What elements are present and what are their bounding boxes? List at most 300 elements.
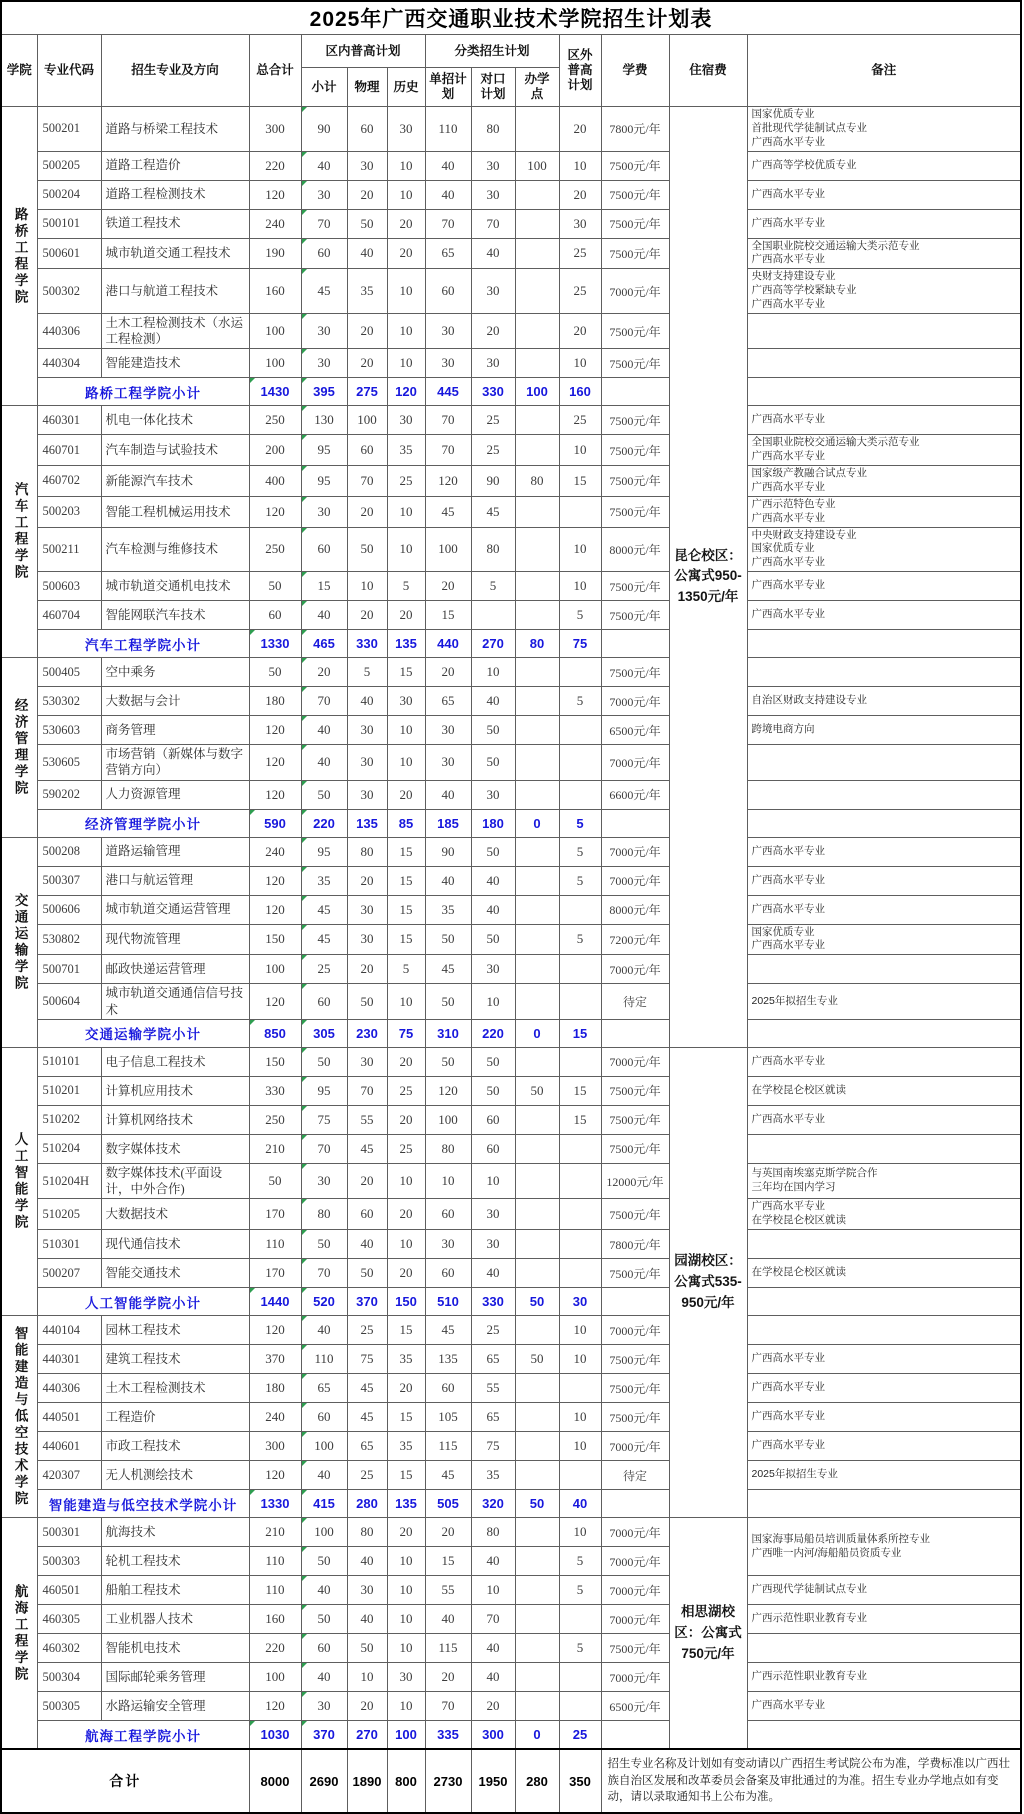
subtotal-history-cell: 120 [387,378,425,406]
tuition-cell: 7000元/年 [601,1316,669,1345]
duikou-plan-cell: 30 [471,955,515,984]
college-name: 航海工程学院 [12,1583,28,1683]
major-name-cell: 城市轨道交通机电技术 [101,572,249,601]
region-subtotal-cell: 60 [301,1634,347,1663]
subtotal-teaching-point-cell: 50 [515,1288,559,1316]
total-cell: 300 [249,1432,301,1461]
total-cell: 170 [249,1199,301,1230]
subtotal-outside-region-cell: 75 [559,630,601,658]
tuition-cell: 7500元/年 [601,1105,669,1134]
total-cell: 120 [249,1316,301,1345]
region-subtotal-cell: 30 [301,313,347,349]
single-recruit-plan-cell: 45 [425,1316,471,1345]
plan-row [1,1076,1021,1105]
duikou-plan-cell: 50 [471,745,515,781]
remark-cell: 广西高水平专业 [747,1432,1021,1461]
subtotal-total-cell: 1440 [249,1288,301,1316]
subtotal-region-subtotal-cell: 415 [301,1490,347,1518]
college-cell [1,406,37,658]
total-cell: 100 [249,955,301,984]
plan-row [1,895,1021,924]
history-cell: 10 [387,1230,425,1259]
outside-region-cell: 15 [559,466,601,497]
plan-row [1,1634,1021,1663]
tuition-cell: 7000元/年 [601,745,669,781]
tuition-cell: 7000元/年 [601,866,669,895]
history-cell: 10 [387,151,425,180]
major-code-cell: 500303 [37,1547,101,1576]
duikou-plan-cell: 40 [471,866,515,895]
physics-cell: 70 [347,466,387,497]
plan-row [1,866,1021,895]
subtotal-total-cell: 1330 [249,630,301,658]
plan-row [1,780,1021,809]
history-cell: 10 [387,180,425,209]
subtotal-outside-region-cell: 40 [559,1490,601,1518]
history-cell: 30 [387,1663,425,1692]
outside-region-cell: 10 [559,1403,601,1432]
section-subtotal-row [1,630,1021,658]
plan-row [1,716,1021,745]
outside-region-cell [559,658,601,687]
plan-row [1,1663,1021,1692]
outside-region-cell [559,955,601,984]
grand-outside-region-cell: 350 [559,1749,601,1813]
outside-region-cell: 15 [559,1105,601,1134]
teaching-point-cell [515,406,559,435]
total-cell: 180 [249,1374,301,1403]
tuition-cell: 7000元/年 [601,955,669,984]
duikou-plan-cell: 40 [471,1259,515,1288]
teaching-point-cell [515,837,559,866]
duikou-plan-cell: 10 [471,1163,515,1199]
major-code-cell: 420307 [37,1461,101,1490]
region-subtotal-cell: 100 [301,1432,347,1461]
single-recruit-plan-cell: 100 [425,1105,471,1134]
tuition-cell: 7000元/年 [601,1576,669,1605]
physics-cell: 50 [347,1634,387,1663]
outside-region-cell: 5 [559,687,601,716]
single-recruit-plan-cell: 70 [425,435,471,466]
tuition-cell: 7500元/年 [601,1345,669,1374]
history-cell: 15 [387,1461,425,1490]
duikou-plan-cell: 90 [471,466,515,497]
physics-cell: 20 [347,1692,387,1721]
subtotal-outside-region-cell: 160 [559,378,601,406]
tuition-cell: 7500元/年 [601,1199,669,1230]
tuition-cell: 7500元/年 [601,1374,669,1403]
outside-region-cell: 30 [559,209,601,238]
plan-row [1,349,1021,378]
remark-cell [747,349,1021,378]
duikou-plan-cell: 50 [471,837,515,866]
single-recruit-plan-cell: 30 [425,313,471,349]
single-recruit-plan-cell: 65 [425,238,471,269]
region-subtotal-cell: 40 [301,601,347,630]
outside-region-cell [559,984,601,1020]
history-cell: 15 [387,866,425,895]
major-name-cell: 轮机工程技术 [101,1547,249,1576]
region-subtotal-cell: 45 [301,269,347,314]
major-name-cell: 城市轨道交通工程技术 [101,238,249,269]
major-code-cell: 590202 [37,780,101,809]
subtotal-teaching-point-cell: 100 [515,378,559,406]
duikou-plan-cell: 25 [471,1316,515,1345]
physics-cell: 30 [347,1576,387,1605]
plan-row [1,151,1021,180]
physics-cell: 75 [347,1345,387,1374]
major-name-cell: 智能交通技术 [101,1259,249,1288]
major-code-cell: 460305 [37,1605,101,1634]
subtotal-teaching-point-cell: 80 [515,630,559,658]
outside-region-cell: 5 [559,601,601,630]
region-subtotal-cell: 60 [301,238,347,269]
plan-row [1,1345,1021,1374]
duikou-plan-cell: 25 [471,406,515,435]
outside-region-cell: 10 [559,349,601,378]
physics-cell: 50 [347,1259,387,1288]
grand-duikou-plan-cell: 1950 [471,1749,515,1813]
tuition-cell: 7000元/年 [601,837,669,866]
major-name-cell: 智能工程机械运用技术 [101,496,249,527]
college-cell [1,1316,37,1518]
major-code-cell: 460704 [37,601,101,630]
major-name-cell: 电子信息工程技术 [101,1047,249,1076]
tuition-cell: 7000元/年 [601,269,669,314]
history-cell: 15 [387,837,425,866]
single-recruit-plan-cell: 15 [425,1547,471,1576]
history-cell: 35 [387,435,425,466]
region-subtotal-cell: 40 [301,1316,347,1345]
subtotal-outside-region-cell: 25 [559,1721,601,1750]
remark-cell [747,1634,1021,1663]
region-subtotal-cell: 110 [301,1345,347,1374]
major-code-cell: 460701 [37,435,101,466]
teaching-point-cell [515,269,559,314]
single-recruit-plan-cell: 30 [425,1230,471,1259]
major-code-cell: 510205 [37,1199,101,1230]
total-cell: 50 [249,658,301,687]
subtotal-duikou-plan-cell: 320 [471,1490,515,1518]
region-subtotal-cell: 40 [301,1663,347,1692]
duikou-plan-cell [471,601,515,630]
region-subtotal-cell: 60 [301,1403,347,1432]
duikou-plan-cell: 45 [471,496,515,527]
physics-cell: 20 [347,1163,387,1199]
plan-row [1,238,1021,269]
region-subtotal-cell: 70 [301,687,347,716]
teaching-point-cell [515,924,559,955]
college-name: 人工智能学院 [12,1131,28,1231]
duikou-plan-cell: 75 [471,1432,515,1461]
subtotal-physics-cell: 330 [347,630,387,658]
tuition-cell: 8000元/年 [601,895,669,924]
history-cell: 10 [387,313,425,349]
college-cell [1,107,37,406]
tuition-cell: 7200元/年 [601,924,669,955]
history-cell: 10 [387,1576,425,1605]
history-cell: 30 [387,687,425,716]
plan-row [1,984,1021,1020]
total-cell: 50 [249,572,301,601]
subtotal-single-recruit-plan-cell: 335 [425,1721,471,1750]
major-name-cell: 智能网联汽车技术 [101,601,249,630]
teaching-point-cell [515,745,559,781]
subtotal-region-subtotal-cell: 370 [301,1721,347,1750]
region-subtotal-cell: 75 [301,1105,347,1134]
duikou-plan-cell: 55 [471,1374,515,1403]
subtotal-tuition-cell [601,1721,669,1750]
physics-cell: 20 [347,601,387,630]
history-cell: 10 [387,269,425,314]
outside-region-cell: 20 [559,180,601,209]
remark-cell: 国家级产教融合试点专业 广西高水平专业 [747,466,1021,497]
total-cell: 100 [249,349,301,378]
single-recruit-plan-cell: 45 [425,1461,471,1490]
single-recruit-plan-cell: 10 [425,1163,471,1199]
college-cell [1,658,37,838]
tuition-cell: 7500元/年 [601,658,669,687]
teaching-point-cell [515,1432,559,1461]
col-header-total: 总合计 [249,35,301,107]
single-recruit-plan-cell: 110 [425,107,471,152]
major-code-cell: 500305 [37,1692,101,1721]
total-cell: 160 [249,1605,301,1634]
teaching-point-cell [515,1518,559,1547]
subtotal-history-cell: 75 [387,1019,425,1047]
major-name-cell: 无人机测绘技术 [101,1461,249,1490]
single-recruit-plan-cell: 50 [425,924,471,955]
col-header-region-plan: 区内普高计划 [301,35,425,68]
physics-cell: 30 [347,745,387,781]
duikou-plan-cell: 80 [471,107,515,152]
major-code-cell: 510101 [37,1047,101,1076]
region-subtotal-cell: 15 [301,572,347,601]
tuition-cell: 7000元/年 [601,1518,669,1547]
major-code-cell: 500301 [37,1518,101,1547]
major-name-cell: 智能建造技术 [101,349,249,378]
tuition-cell: 待定 [601,984,669,1020]
remark-cell: 广西高等学校优质专业 [747,151,1021,180]
subtotal-region-subtotal-cell: 520 [301,1288,347,1316]
teaching-point-cell [515,984,559,1020]
total-cell: 370 [249,1345,301,1374]
physics-cell: 50 [347,984,387,1020]
teaching-point-cell: 100 [515,151,559,180]
physics-cell: 5 [347,658,387,687]
subtotal-duikou-plan-cell: 300 [471,1721,515,1750]
subtotal-single-recruit-plan-cell: 505 [425,1490,471,1518]
college-name: 路桥工程学院 [12,206,28,306]
major-name-cell: 空中乘务 [101,658,249,687]
housing-cell: 昆仑校区：公寓式950-1350元/年 [669,107,747,1048]
plan-row [1,1199,1021,1230]
major-name-cell: 土木工程检测技术（水运工程检测） [101,313,249,349]
tuition-cell: 7500元/年 [601,313,669,349]
duikou-plan-cell: 40 [471,1663,515,1692]
teaching-point-cell [515,1105,559,1134]
table-title-row [1,1,1021,35]
single-recruit-plan-cell: 115 [425,1634,471,1663]
major-name-cell: 国际邮轮乘务管理 [101,1663,249,1692]
subtotal-tuition-cell [601,630,669,658]
tuition-cell: 7500元/年 [601,435,669,466]
remark-cell: 国家优质专业 广西高水平专业 [747,924,1021,955]
subtotal-single-recruit-plan-cell: 445 [425,378,471,406]
teaching-point-cell [515,1605,559,1634]
single-recruit-plan-cell: 60 [425,269,471,314]
physics-cell: 30 [347,151,387,180]
tuition-cell: 6500元/年 [601,1692,669,1721]
physics-cell: 35 [347,269,387,314]
duikou-plan-cell: 20 [471,313,515,349]
outside-region-cell: 5 [559,1547,601,1576]
major-name-cell: 土木工程检测技术 [101,1374,249,1403]
history-cell: 25 [387,1076,425,1105]
grand-physics-cell: 1890 [347,1749,387,1813]
tuition-cell: 7500元/年 [601,1403,669,1432]
remark-cell: 在学校昆仑校区就读 [747,1076,1021,1105]
subtotal-region-subtotal-cell: 220 [301,809,347,837]
remark-cell: 跨境电商方向 [747,716,1021,745]
single-recruit-plan-cell: 40 [425,1605,471,1634]
remark-cell [747,745,1021,781]
tuition-cell: 7000元/年 [601,687,669,716]
col-header-housing: 住宿费 [669,35,747,107]
subtotal-total-cell: 1430 [249,378,301,406]
tuition-cell: 7000元/年 [601,1663,669,1692]
region-subtotal-cell: 40 [301,1461,347,1490]
remark-cell: 在学校昆仑校区就读 [747,1259,1021,1288]
physics-cell: 45 [347,1403,387,1432]
remark-cell: 国家优质专业 首批现代学徒制试点专业 广西高水平专业 [747,107,1021,152]
subtotal-physics-cell: 275 [347,378,387,406]
major-code-cell: 500204 [37,180,101,209]
subtotal-outside-region-cell: 30 [559,1288,601,1316]
total-cell: 190 [249,238,301,269]
major-code-cell: 500601 [37,238,101,269]
plan-row [1,837,1021,866]
major-name-cell: 邮政快递运营管理 [101,955,249,984]
remark-cell: 2025年拟招生专业 [747,1461,1021,1490]
plan-row [1,687,1021,716]
total-cell: 240 [249,837,301,866]
plan-row [1,1461,1021,1490]
physics-cell: 20 [347,955,387,984]
history-cell: 10 [387,745,425,781]
tuition-cell: 7500元/年 [601,180,669,209]
history-cell: 25 [387,1134,425,1163]
remark-cell [747,1316,1021,1345]
major-name-cell: 大数据与会计 [101,687,249,716]
plan-row [1,1692,1021,1721]
housing-cell: 园湖校区：公寓式535-950元/年 [669,1047,747,1517]
subtotal-outside-region-cell: 5 [559,809,601,837]
major-name-cell: 建筑工程技术 [101,1345,249,1374]
single-recruit-plan-cell: 20 [425,1663,471,1692]
single-recruit-plan-cell: 35 [425,895,471,924]
major-code-cell: 440304 [37,349,101,378]
outside-region-cell: 10 [559,151,601,180]
remark-cell: 广西高水平专业 [747,1374,1021,1403]
physics-cell: 20 [347,349,387,378]
subtotal-physics-cell: 370 [347,1288,387,1316]
major-name-cell: 数字媒体技术 [101,1134,249,1163]
duikou-plan-cell: 20 [471,1692,515,1721]
duikou-plan-cell: 65 [471,1403,515,1432]
single-recruit-plan-cell: 105 [425,1403,471,1432]
subtotal-duikou-plan-cell: 330 [471,378,515,406]
major-name-cell: 水路运输安全管理 [101,1692,249,1721]
major-name-cell: 铁道工程技术 [101,209,249,238]
teaching-point-cell [515,955,559,984]
remark-cell: 与英国南埃塞克斯学院合作 三年均在国内学习 [747,1163,1021,1199]
subtotal-history-cell: 135 [387,630,425,658]
subtotal-remark-cell [747,1288,1021,1316]
tuition-cell: 7500元/年 [601,1076,669,1105]
major-name-cell: 现代通信技术 [101,1230,249,1259]
teaching-point-cell [515,1259,559,1288]
major-code-cell: 440601 [37,1432,101,1461]
plan-row [1,745,1021,781]
history-cell: 5 [387,955,425,984]
plan-row [1,955,1021,984]
major-code-cell: 500208 [37,837,101,866]
history-cell: 10 [387,984,425,1020]
teaching-point-cell [515,435,559,466]
plan-row [1,1605,1021,1634]
remark-cell [747,1230,1021,1259]
history-cell: 5 [387,572,425,601]
major-name-cell: 城市轨道交通运营管理 [101,895,249,924]
col-header-teaching-point: 办学点 [515,68,559,107]
total-cell: 50 [249,1163,301,1199]
plan-row [1,924,1021,955]
physics-cell: 25 [347,1461,387,1490]
subtotal-total-cell: 850 [249,1019,301,1047]
major-code-cell: 510201 [37,1076,101,1105]
teaching-point-cell [515,1199,559,1230]
history-cell: 20 [387,1105,425,1134]
physics-cell: 20 [347,180,387,209]
section-subtotal-row [1,1721,1021,1750]
section-subtotal-row [1,1490,1021,1518]
total-cell: 210 [249,1134,301,1163]
total-cell: 120 [249,1692,301,1721]
plan-row [1,1432,1021,1461]
region-subtotal-cell: 40 [301,745,347,781]
major-code-cell: 510202 [37,1105,101,1134]
major-code-cell: 440306 [37,313,101,349]
duikou-plan-cell: 35 [471,1461,515,1490]
outside-region-cell: 15 [559,1076,601,1105]
total-cell: 120 [249,180,301,209]
subtotal-physics-cell: 280 [347,1490,387,1518]
total-cell: 110 [249,1576,301,1605]
outside-region-cell [559,1692,601,1721]
subtotal-total-cell: 590 [249,809,301,837]
major-name-cell: 道路工程造价 [101,151,249,180]
outside-region-cell [559,895,601,924]
physics-cell: 50 [347,209,387,238]
tuition-cell: 7800元/年 [601,1230,669,1259]
plan-row [1,269,1021,314]
major-name-cell: 计算机应用技术 [101,1076,249,1105]
duikou-plan-cell: 10 [471,1576,515,1605]
outside-region-cell: 10 [559,1345,601,1374]
outside-region-cell [559,1199,601,1230]
outside-region-cell [559,1605,601,1634]
